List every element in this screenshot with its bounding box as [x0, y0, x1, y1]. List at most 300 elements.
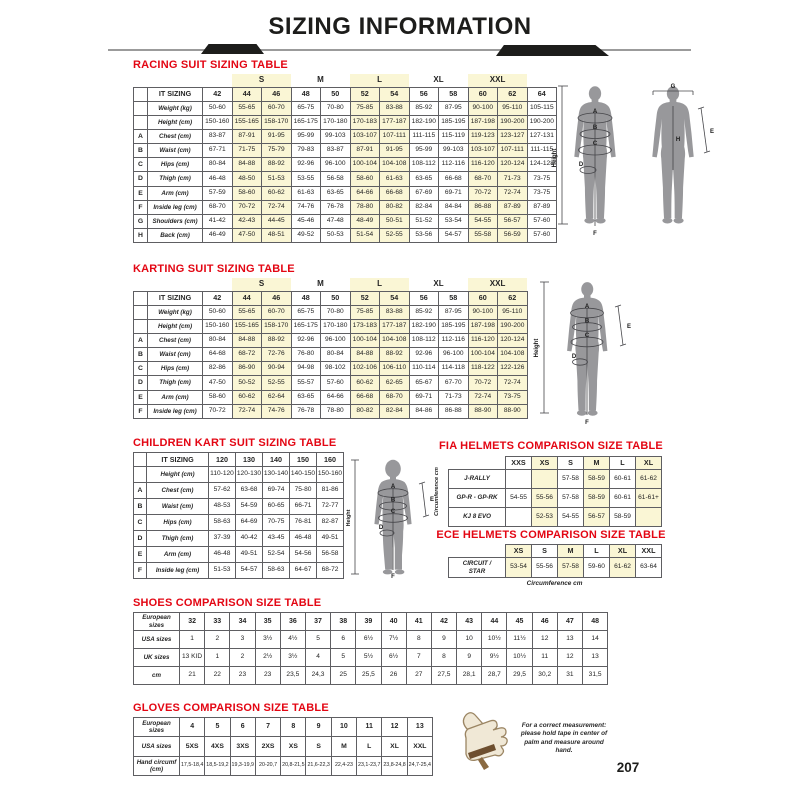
fia-helmets-table — [448, 456, 662, 527]
value-cell: 185-195 — [439, 115, 469, 129]
value-cell: 10½ — [507, 649, 532, 667]
value-cell: 46-48 — [290, 531, 317, 547]
value-cell: 7 — [406, 649, 431, 667]
letter-cell: B — [134, 144, 148, 158]
value-cell: 150-160 — [203, 115, 233, 129]
height-bracket — [351, 460, 359, 574]
value-cell: 64-69 — [236, 515, 263, 531]
value-cell: 45 — [507, 613, 532, 631]
value-cell: 58-60 — [350, 172, 380, 186]
value-cell: 46-48 — [209, 547, 236, 563]
value-cell: 170-183 — [350, 115, 380, 129]
arm-bracket — [615, 305, 626, 346]
value-cell: 104-108 — [380, 158, 410, 172]
value-cell: XL — [382, 737, 407, 756]
size-header-cell: 60 — [468, 87, 498, 101]
value-cell: 78-80 — [321, 404, 351, 418]
measure-label-c: C — [584, 333, 590, 339]
value-cell: 2 — [205, 631, 230, 649]
value-cell — [636, 508, 662, 527]
value-cell: 92-96 — [409, 348, 439, 362]
letter-cell: H — [134, 229, 148, 243]
value-cell: 140-150 — [290, 467, 317, 483]
value-cell: 23,1-23,7 — [357, 756, 382, 775]
row-label-cell: Inside leg (cm) — [148, 404, 203, 418]
letter-cell: F — [134, 404, 148, 418]
size-group-cell: M — [317, 279, 324, 289]
height-label: Height — [346, 509, 352, 527]
value-cell — [134, 453, 147, 467]
value-cell: 55-56 — [532, 489, 558, 508]
value-cell: 56-58 — [321, 172, 351, 186]
value-cell: 127-131 — [527, 129, 557, 143]
letter-cell — [134, 101, 148, 115]
measure-label-b: B — [390, 497, 396, 504]
value-cell: 51-53 — [209, 563, 236, 579]
value-cell: 57-60 — [527, 215, 557, 229]
size-header-cell: 64 — [527, 87, 557, 101]
value-cell: 108-112 — [409, 158, 439, 172]
value-cell: 9 — [457, 649, 482, 667]
value-cell: 60-61 — [610, 470, 636, 489]
row-label-cell: Hips (cm) — [148, 362, 203, 376]
size-header-cell: L — [610, 457, 636, 470]
letter-cell — [134, 467, 147, 483]
row-label-cell: USA sizes — [134, 737, 180, 756]
value-cell: 57-60 — [321, 376, 351, 390]
value-cell: 123-127 — [498, 129, 528, 143]
size-header-cell: 130 — [236, 453, 263, 467]
value-cell: 62-65 — [380, 376, 410, 390]
value-cell: 4XS — [205, 737, 230, 756]
value-cell: 13 — [583, 649, 608, 667]
size-header-cell: 56 — [409, 87, 439, 101]
racing-suit-table — [133, 74, 557, 243]
value-cell: 50-53 — [321, 229, 351, 243]
size-header-cell: 46 — [262, 87, 292, 101]
value-cell: 173-183 — [350, 319, 380, 333]
value-cell: 48 — [583, 613, 608, 631]
value-cell: 48-51 — [262, 229, 292, 243]
row-label-cell: Shoulders (cm) — [148, 215, 203, 229]
value-cell: 71-73 — [498, 172, 528, 186]
value-cell: 52-54 — [263, 547, 290, 563]
value-cell: 130-140 — [263, 467, 290, 483]
value-cell: 155-165 — [232, 319, 262, 333]
value-cell: 11 — [357, 718, 382, 737]
value-cell: 6½ — [381, 649, 406, 667]
value-cell: 37-39 — [209, 531, 236, 547]
value-cell: 43-45 — [263, 531, 290, 547]
value-cell: 5XS — [180, 737, 205, 756]
value-cell: 58-63 — [209, 515, 236, 531]
value-cell: 80-82 — [380, 200, 410, 214]
value-cell: 96-100 — [439, 348, 469, 362]
value-cell: 83-88 — [380, 305, 410, 319]
value-cell: 55-57 — [291, 376, 321, 390]
value-cell: 65-75 — [291, 101, 321, 115]
height-bracket — [558, 86, 568, 224]
value-cell: 90-100 — [468, 101, 498, 115]
value-cell: 86-88 — [439, 404, 469, 418]
value-cell: 57-62 — [209, 483, 236, 499]
value-cell: 87-95 — [439, 305, 469, 319]
letter-cell: E — [134, 547, 147, 563]
value-cell: 61-62 — [610, 558, 636, 578]
value-cell: 19,3-19,9 — [230, 756, 255, 775]
value-cell: 103-107 — [468, 144, 498, 158]
letter-cell — [134, 305, 148, 319]
value-cell: 3½ — [280, 649, 305, 667]
value-cell: 50-60 — [203, 305, 233, 319]
measure-label-b: B — [584, 318, 590, 325]
value-cell: 72-74 — [232, 404, 262, 418]
value-cell: 79-83 — [291, 144, 321, 158]
size-header-cell: 48 — [291, 291, 321, 305]
value-cell: 41-42 — [203, 215, 233, 229]
size-group-cell: XL — [433, 75, 444, 85]
value-cell: 57-58 — [558, 558, 584, 578]
value-cell: 91-95 — [380, 144, 410, 158]
row-label-cell: Weight (kg) — [148, 101, 203, 115]
value-cell: 20,8-21,5 — [281, 756, 306, 775]
value-cell: 5 — [331, 649, 356, 667]
value-cell: 55-58 — [468, 229, 498, 243]
value-cell: 158-170 — [262, 319, 292, 333]
size-header-cell: XS — [532, 457, 558, 470]
value-cell: 107-111 — [498, 144, 528, 158]
value-cell: 54-56 — [290, 547, 317, 563]
divider-tab-right — [496, 45, 609, 56]
measure-label-a: A — [584, 304, 590, 310]
children-kart-suit-table — [133, 452, 344, 579]
row-label-cell: GP-R - GP-RK — [449, 489, 506, 508]
value-cell: 61-63 — [291, 186, 321, 200]
value-cell: 63-65 — [291, 390, 321, 404]
measure-label-c: C — [592, 141, 598, 147]
value-cell: 8 — [406, 631, 431, 649]
value-cell: 59-60 — [584, 558, 610, 578]
value-cell: 57-60 — [527, 229, 557, 243]
value-cell: 48-50 — [232, 172, 262, 186]
divider-line — [108, 49, 691, 51]
value-cell: 165-175 — [291, 319, 321, 333]
spacer-cell — [449, 457, 506, 470]
letter-cell: A — [134, 333, 148, 347]
value-cell: 11 — [532, 649, 557, 667]
value-cell: 118-122 — [468, 362, 498, 376]
value-cell: 23 — [255, 667, 280, 685]
value-cell: 42 — [431, 613, 456, 631]
measure-label-d: D — [578, 162, 584, 168]
measure-label-g: G — [670, 84, 676, 90]
size-header-cell: 46 — [262, 291, 292, 305]
value-cell: 88-90 — [498, 404, 528, 418]
value-cell: 58-59 — [610, 508, 636, 527]
letter-cell: C — [134, 158, 148, 172]
arm-bracket — [419, 482, 429, 517]
size-header-cell: 140 — [263, 453, 290, 467]
value-cell: 13 KID — [180, 649, 205, 667]
row-label-cell: Waist (cm) — [147, 499, 209, 515]
value-cell: 44 — [482, 613, 507, 631]
measure-label-a: A — [390, 484, 396, 490]
value-cell: 87-91 — [232, 129, 262, 143]
value-cell: 67-69 — [409, 186, 439, 200]
value-cell: 66-71 — [290, 499, 317, 515]
value-cell: 10 — [457, 631, 482, 649]
value-cell: 7 — [255, 718, 280, 737]
value-cell: 120-124 — [498, 158, 528, 172]
value-cell: 177-187 — [380, 115, 410, 129]
value-cell: 87-95 — [439, 101, 469, 115]
value-cell: L — [357, 737, 382, 756]
value-cell: 100-104 — [350, 333, 380, 347]
value-cell: 61-62 — [636, 470, 662, 489]
size-header-cell: 160 — [317, 453, 344, 467]
row-label-cell: Thigh (cm) — [147, 531, 209, 547]
value-cell: 66-68 — [380, 186, 410, 200]
value-cell: 70-72 — [468, 186, 498, 200]
value-cell: XS — [281, 737, 306, 756]
value-cell: 94-98 — [291, 362, 321, 376]
value-cell: 49-51 — [236, 547, 263, 563]
value-cell: S — [306, 737, 331, 756]
value-cell: 100-104 — [350, 158, 380, 172]
letter-cell: C — [134, 515, 147, 531]
value-cell: 65-75 — [291, 305, 321, 319]
row-label-cell: cm — [134, 667, 180, 685]
value-cell: 95-99 — [409, 144, 439, 158]
letter-cell: E — [134, 186, 148, 200]
value-cell: 43 — [457, 613, 482, 631]
value-cell: 23,5 — [280, 667, 305, 685]
value-cell: 67-71 — [203, 144, 233, 158]
value-cell: 48-49 — [350, 215, 380, 229]
arm-bracket — [698, 107, 710, 153]
value-cell: 62-64 — [262, 390, 292, 404]
value-cell: 177-187 — [380, 319, 410, 333]
size-group-cell: XXL — [468, 74, 527, 87]
racing-body-diagram — [550, 78, 790, 248]
value-cell: 50-60 — [203, 101, 233, 115]
measure-label-e: E — [709, 129, 715, 135]
value-cell: 23,8-24,8 — [382, 756, 407, 775]
value-cell: 187-198 — [468, 115, 498, 129]
value-cell: 5 — [305, 631, 330, 649]
value-cell: 60-62 — [262, 186, 292, 200]
value-cell: 10 — [331, 718, 356, 737]
value-cell: 82-87 — [317, 515, 344, 531]
value-cell: 9½ — [482, 649, 507, 667]
page-number: 207 — [616, 760, 640, 775]
children-body-diagram — [346, 456, 444, 582]
value-cell: 57-58 — [558, 489, 584, 508]
value-cell: 18,5-19,2 — [205, 756, 230, 775]
value-cell: 71-75 — [232, 144, 262, 158]
size-header-cell: S — [532, 545, 558, 558]
spacer-cell — [134, 278, 203, 291]
value-cell: 4½ — [280, 631, 305, 649]
value-cell: 70-80 — [321, 101, 351, 115]
racing-table-title: RACING SUIT SIZING TABLE — [133, 59, 288, 71]
value-cell: 107-111 — [380, 129, 410, 143]
value-cell: 112-116 — [439, 158, 469, 172]
value-cell: 75-85 — [350, 305, 380, 319]
value-cell: 56-57 — [498, 215, 528, 229]
row-label-cell: Height (cm) — [148, 319, 203, 333]
value-cell: 12 — [382, 718, 407, 737]
row-label-cell: Arm (cm) — [148, 186, 203, 200]
value-cell: 92-96 — [291, 158, 321, 172]
value-cell: 87-89 — [527, 200, 557, 214]
value-cell: 63-64 — [636, 558, 662, 578]
value-cell: 56-59 — [498, 229, 528, 243]
size-header-cell: 42 — [203, 87, 233, 101]
value-cell — [506, 470, 532, 489]
value-cell: 84-88 — [232, 333, 262, 347]
measure-label-e: E — [626, 324, 632, 330]
value-cell: 88-92 — [262, 158, 292, 172]
value-cell: 12 — [557, 649, 582, 667]
value-cell: 73-75 — [527, 172, 557, 186]
value-cell: 45-46 — [291, 215, 321, 229]
value-cell: 69-74 — [263, 483, 290, 499]
value-cell: 80-84 — [203, 158, 233, 172]
value-cell: 88-92 — [380, 348, 410, 362]
value-cell: 70-75 — [263, 515, 290, 531]
value-cell: 112-116 — [439, 333, 469, 347]
size-header-cell: IT SIZING — [148, 291, 203, 305]
value-cell: 28,7 — [482, 667, 507, 685]
value-cell: 72-74 — [468, 390, 498, 404]
value-cell: 190-200 — [498, 319, 528, 333]
row-label-cell: Hips (cm) — [148, 158, 203, 172]
letter-cell: A — [134, 129, 148, 143]
size-header-cell: 50 — [321, 87, 351, 101]
row-label-cell: Chest (cm) — [148, 129, 203, 143]
letter-cell: E — [134, 390, 148, 404]
value-cell: 190-200 — [527, 115, 557, 129]
row-label-cell: Inside leg (cm) — [147, 563, 209, 579]
measure-label-b: B — [592, 125, 598, 131]
value-cell: 6 — [230, 718, 255, 737]
value-cell: 70-72 — [468, 376, 498, 390]
value-cell: 170-180 — [321, 319, 351, 333]
spacer-cell — [449, 545, 506, 558]
row-label-cell: Height (cm) — [148, 115, 203, 129]
karting-suit-table — [133, 278, 528, 419]
value-cell: 3½ — [255, 631, 280, 649]
value-cell: 8 — [281, 718, 306, 737]
value-cell: 29,5 — [507, 667, 532, 685]
value-cell: 74-76 — [291, 200, 321, 214]
value-cell: 40-42 — [236, 531, 263, 547]
row-label-cell: Waist (cm) — [148, 144, 203, 158]
size-header-cell: 56 — [409, 291, 439, 305]
value-cell: 83-88 — [380, 101, 410, 115]
value-cell: 71-73 — [439, 390, 469, 404]
measure-label-f: F — [585, 420, 589, 426]
value-cell: 55-65 — [232, 305, 262, 319]
value-cell: 60-62 — [232, 390, 262, 404]
value-cell: 35 — [255, 613, 280, 631]
shoes-table-title: SHOES COMPARISON SIZE TABLE — [133, 597, 322, 609]
spacer-cell — [134, 74, 203, 87]
value-cell: 68-70 — [203, 200, 233, 214]
value-cell: 21 — [180, 667, 205, 685]
karting-table-title: KARTING SUIT SIZING TABLE — [133, 263, 295, 275]
row-label-cell: Chest (cm) — [147, 483, 209, 499]
hand-measuring-icon — [456, 708, 520, 772]
value-cell: 72-74 — [498, 186, 528, 200]
measuring-tape-tail — [478, 757, 489, 770]
value-cell: 47-48 — [321, 215, 351, 229]
value-cell: 68-72 — [232, 348, 262, 362]
size-header-cell: 150 — [290, 453, 317, 467]
value-cell: 44-45 — [262, 215, 292, 229]
value-cell: 20-20,7 — [255, 756, 280, 775]
value-cell: 23 — [230, 667, 255, 685]
height-bracket — [540, 282, 549, 413]
value-cell: 30,2 — [532, 667, 557, 685]
value-cell: 31 — [557, 667, 582, 685]
row-label-cell: Waist (cm) — [148, 348, 203, 362]
value-cell: 12 — [532, 631, 557, 649]
gloves-comparison-table — [133, 717, 433, 776]
value-cell: 185-195 — [439, 319, 469, 333]
value-cell: 114-118 — [439, 362, 469, 376]
letter-cell: A — [134, 483, 147, 499]
value-cell: 55-56 — [532, 558, 558, 578]
measure-label-e: E — [429, 497, 435, 503]
size-header-cell: XXS — [506, 457, 532, 470]
value-cell: 85-92 — [409, 101, 439, 115]
row-label-cell: Hips (cm) — [147, 515, 209, 531]
value-cell: XXL — [407, 737, 432, 756]
size-header-cell: IT SIZING — [147, 453, 209, 467]
value-cell: 187-198 — [468, 319, 498, 333]
value-cell: 53-56 — [409, 229, 439, 243]
value-cell: 95-99 — [291, 129, 321, 143]
row-label-cell: Back (cm) — [148, 229, 203, 243]
value-cell: 49-51 — [317, 531, 344, 547]
size-group-cell — [203, 278, 233, 291]
value-cell: 9 — [306, 718, 331, 737]
value-cell: 32 — [180, 613, 205, 631]
value-cell: 116-120 — [468, 158, 498, 172]
height-label: Height — [534, 338, 540, 358]
value-cell: 105-115 — [527, 101, 557, 115]
value-cell: 2 — [230, 649, 255, 667]
value-cell: 67-70 — [439, 376, 469, 390]
value-cell: 84-88 — [232, 158, 262, 172]
value-cell: 47 — [557, 613, 582, 631]
value-cell: 7½ — [381, 631, 406, 649]
value-cell: 60-62 — [350, 376, 380, 390]
value-cell: 85-92 — [409, 305, 439, 319]
ece-helmets-table — [448, 544, 662, 578]
value-cell: 82-84 — [380, 404, 410, 418]
size-header-cell: XL — [636, 457, 662, 470]
value-cell: 70-80 — [321, 305, 351, 319]
value-cell: 63-65 — [321, 186, 351, 200]
value-cell: 54-59 — [236, 499, 263, 515]
value-cell: 68-72 — [317, 563, 344, 579]
value-cell: 115-119 — [439, 129, 469, 143]
value-cell: 72-76 — [262, 348, 292, 362]
value-cell: 14 — [583, 631, 608, 649]
